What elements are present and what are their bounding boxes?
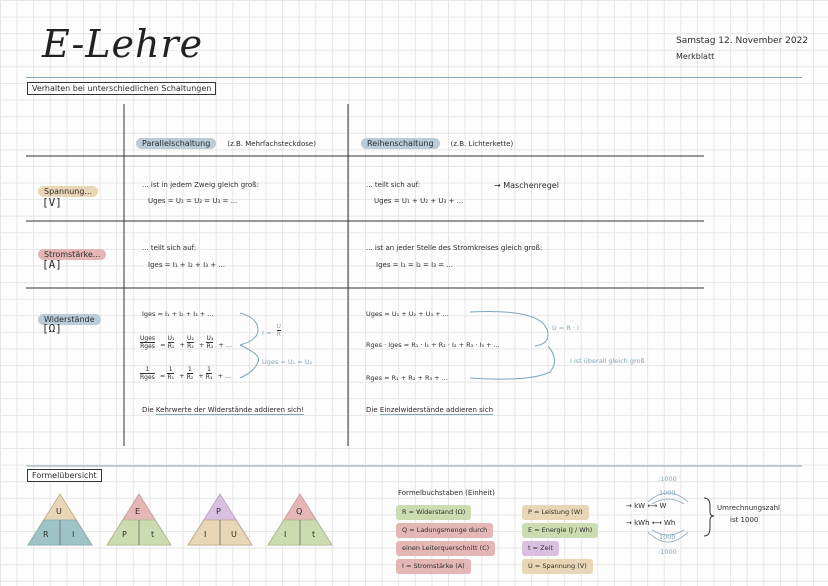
parallel-res-reciprocal-eq: $\frac{1}{\text{Rges}}$ = $\frac{1}{\text{R₁}}$ + $\frac{1}{\text{R₂}}$ + $\frac{1}{\text{R₃}}$ + ... bbox=[140, 366, 232, 381]
tri1-left: R bbox=[43, 530, 49, 539]
parallel-example: (z.B. Mehrfachsteckdose) bbox=[227, 140, 316, 148]
page-title: E-Lehre bbox=[42, 22, 204, 66]
legend-current: I = Stromstärke (A) bbox=[396, 559, 471, 574]
tri4-left: I bbox=[284, 530, 287, 539]
series-annotation-ohm: U = R · I bbox=[552, 324, 579, 332]
legend-time: t = Zeit bbox=[522, 541, 559, 556]
section-label-formulas: Formelübersicht bbox=[27, 469, 102, 482]
parallel-annotation-ohm: I = $\frac{U}{R}$ bbox=[262, 323, 281, 338]
series-current-formula: Iges = I₁ = I₂ = I₃ = ... bbox=[376, 261, 454, 269]
conv-factor-bottom-outer: :1000 bbox=[658, 548, 677, 556]
legend-title: Formelbuchstaben (Einheit) bbox=[398, 489, 495, 497]
tri2-right: t bbox=[151, 530, 155, 539]
parallel-annotation-voltage: Uges = U₁ = U₂ bbox=[262, 358, 313, 366]
parallel-voltage-formula: Uges = U₁ = U₂ = U₃ = ... bbox=[148, 197, 238, 205]
parallel-res-line1: Iges = I₁ + I₂ + I₃ + ... bbox=[142, 310, 214, 318]
conv-factor-top-inner: 1000 bbox=[659, 489, 676, 497]
section-label-circuits: Verhalten bei unterschiedlichen Schaltungen bbox=[27, 82, 216, 95]
parallel-current-formula: Iges = I₁ + I₂ + I₃ + ... bbox=[148, 261, 226, 269]
tri2-top: E bbox=[135, 507, 141, 516]
triangle-ept bbox=[107, 494, 171, 545]
tri1-top: U bbox=[56, 507, 62, 516]
conv-factor-bottom-inner: 1000 bbox=[659, 533, 676, 541]
row-label-voltage: Spannung... bbox=[38, 179, 98, 198]
series-voltage-text: ... teilt sich auf: bbox=[366, 181, 421, 189]
tri3-right: U bbox=[231, 530, 237, 539]
triangle-piu bbox=[188, 494, 252, 545]
conv-note-line1: Umrechnungszahl bbox=[717, 504, 781, 512]
conv-row-kw: → kW ⟷ W bbox=[626, 502, 667, 510]
legend-charge-cont: einen Leiterquerschnitt (C) bbox=[396, 541, 495, 556]
legend-resistance: R = Widerstand (Ω) bbox=[396, 505, 471, 520]
conv-row-kwh: → kWh ⟷ Wh bbox=[626, 519, 676, 527]
tri4-top: Q bbox=[296, 507, 303, 516]
unit-resistance: [Ω] bbox=[42, 322, 62, 335]
unit-voltage: [V] bbox=[42, 196, 62, 209]
series-res-line3: Rges = R₁ + R₂ + R₃ + ... bbox=[366, 374, 448, 382]
legend-charge: Q = Ladungsmenge durch bbox=[396, 523, 493, 538]
tri3-top: P bbox=[216, 507, 221, 516]
tri4-right: t bbox=[312, 530, 316, 539]
row-label-current: Stromstärke... bbox=[38, 242, 106, 261]
triangle-uri bbox=[28, 494, 92, 545]
series-example: (z.B. Lichterkette) bbox=[450, 140, 514, 148]
legend-voltage: U = Spannung (V) bbox=[522, 559, 593, 574]
series-annotation-current: I ist überall gleich groß bbox=[570, 357, 645, 365]
series-voltage-note: → Maschenregel bbox=[494, 181, 559, 190]
legend-energy: E = Energie (J / Wh) bbox=[522, 523, 598, 538]
series-res-summary: Die Einzelwiderstände addieren sich bbox=[366, 406, 494, 414]
conv-note-line2: ist 1000 bbox=[730, 516, 759, 524]
row-label-resistance: Widerstände bbox=[38, 307, 101, 326]
tri2-left: P bbox=[122, 530, 127, 539]
parallel-voltage-text: ... ist in jedem Zweig gleich groß: bbox=[142, 181, 259, 189]
parallel-title: Parallelschaltung bbox=[136, 138, 216, 149]
unit-current: [A] bbox=[42, 258, 62, 271]
date-label: Samstag 12. November 2022 bbox=[676, 36, 809, 46]
triangle-qit bbox=[268, 494, 332, 545]
series-voltage-formula: Uges = U₁ + U₂ + U₃ + ... bbox=[374, 197, 464, 205]
parallel-current-text: ... teilt sich auf: bbox=[142, 244, 197, 252]
series-title: Reihenschaltung bbox=[361, 138, 440, 149]
series-current-text: ... ist an jeder Stelle des Stromkreises gleich groß: bbox=[366, 244, 543, 252]
tri1-right: I bbox=[72, 530, 75, 539]
legend-power: P = Leistung (W) bbox=[522, 505, 589, 520]
parallel-res-fraction-eq: $\frac{\text{Uges}}{\text{Rges}}$ = $\frac{\text{U₁}}{\text{R₁}}$ + $\frac{\text{U₂}}{\text{R₂}}$ + $\frac{\text{U₃}}{\text{R₃}}$ + ... bbox=[140, 335, 233, 350]
parallel-res-summary: Die Kehrwerte der Widerstände addieren sich! bbox=[142, 406, 305, 414]
legend-right-column bbox=[522, 502, 598, 574]
conv-factor-top-outer: :1000 bbox=[658, 475, 677, 483]
series-res-line1: Uges = U₁ + U₂ + U₃ + ... bbox=[366, 310, 449, 318]
series-res-line2: Rges · Iges = R₁ · I₁ + R₂ · I₂ + R₃ · I₃ + ... bbox=[366, 341, 500, 349]
tri3-left: I bbox=[204, 530, 207, 539]
legend-left-column bbox=[396, 502, 495, 574]
sheet-type-label: Merkblatt bbox=[676, 52, 715, 61]
